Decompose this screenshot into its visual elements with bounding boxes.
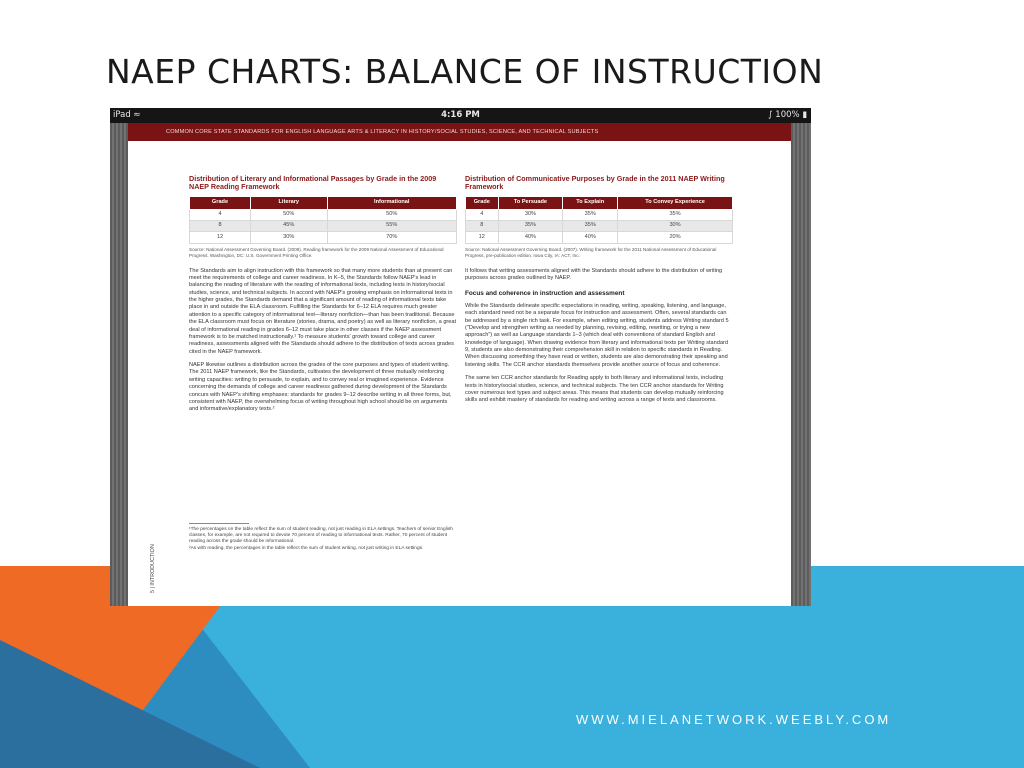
writing-table-source: Source: National Assessment Governing Board. (2007). Writing framework for the 2011 National Assessment of Educational Progress, pre-publication edition. Iowa City, IA: ACT, Inc.: [465, 246, 717, 258]
ipad-status-bar: [110, 108, 811, 123]
table-header: To Explain: [563, 197, 618, 209]
table-cell: 50%: [327, 209, 456, 220]
ipad-screenshot: [110, 108, 811, 606]
table-row: [466, 232, 733, 243]
table-row: [466, 209, 733, 220]
ipad-clock: 4:16 PM: [441, 110, 480, 120]
table-cell: 35%: [498, 220, 563, 231]
table-cell: 50%: [251, 209, 328, 220]
slide-title: NAEP CHARTS: BALANCE OF INSTRUCTION: [106, 52, 824, 91]
table-header: Informational: [327, 197, 456, 209]
table-cell: 40%: [563, 232, 618, 243]
writing-table-title: Distribution of Communicative Purposes by Grade in the 2011 NAEP Writing Framework: [465, 174, 725, 192]
ipad-battery: ∫ 100% ▮: [768, 110, 807, 120]
body-paragraph: The Standards aim to align instruction with this framework so that many more students than at present can meet the requirements of college and career readiness. In K–5, the Standards follow NAEP's lead in balancing the reading of literature with the reading of informational texts, including texts in history/social studies, science, and technical subjects. In accord with NAEP's growing emphasis on informational texts in the higher grades, the Standards demand that a significant amount of reading of informational texts take place in and outside the ELA classroom. Fulfilling the Standards for 6–12 ELA requires much greater attention to a specific category of informational text—literary nonfiction—than has been traditional. Because the ELA classroom must focus on literature (stories, drama, and poetry) as well as literary nonfiction, a great deal of informational reading in grades 6–12 must take place in other classes if the NAEP assessment framework is to be matched instructionally.¹ To measure students' growth toward college and career readiness, assessments aligned with the Standards should adhere to the distribution of texts across grades cited in the NAEP framework.: [189, 267, 457, 355]
right-page-edge: [791, 123, 811, 606]
table-cell: 8: [466, 220, 499, 231]
document-header: COMMON CORE STATE STANDARDS FOR ENGLISH LANGUAGE ARTS & LITERACY IN HISTORY/SOCIAL STUDIES, SCIENCE, AND TECHNICAL SUBJECTS: [128, 123, 791, 141]
body-paragraph: NAEP likewise outlines a distribution across the grades of the core purposes and types of student writing. The 2011 NAEP framework, like the Standards, cultivates the development of three mutually reinforcing writing capacities: writing to persuade, to explain, and to convey real or imagined experience. Evidence concerning the demands of college and career readiness gathered during development of the Standards concurs with NAEP's shifting emphases: standards for grades 9–12 describe writing in all three forms, but, consistent with NAEP, the overwhelming focus of writing throughout high school should be on arguments and informative/explanatory texts.²: [189, 362, 452, 413]
footer-url: WWW.MIELANETWORK.WEEBLY.COM: [576, 712, 892, 727]
table-header: To Convey Experience: [618, 197, 733, 209]
right-column: [465, 175, 733, 411]
table-row: [190, 209, 457, 220]
reading-table: [189, 196, 457, 244]
reading-table-title: Distribution of Literary and Informational Passages by Grade in the 2009 NAEP Reading Framework: [189, 174, 437, 192]
table-header: To Persuade: [498, 197, 563, 209]
footnotes: [189, 523, 457, 552]
table-cell: 12: [466, 232, 499, 243]
footnote-rule: [189, 523, 249, 524]
wifi-icon: ≈: [133, 110, 141, 120]
footnote: ¹The percentages on the table reflect the sum of student reading, not just reading in ELA settings. Teachers of senior English classes, for example, are not required to devote 70 percent of reading to informational texts. Rather, 70 percent of student reading across the grade should be informational.: [189, 527, 453, 545]
table-cell: 30%: [618, 220, 733, 231]
table-cell: 4: [190, 209, 251, 220]
body-paragraph: While the Standards delineate specific expectations in reading, writing, speaking, listening, and language, each standard need not be a separate focus for instruction and assessment. Often, several standards can be addressed by a single rich task. For example, when editing writing, students address Writing standard 5 ("Develop and strengthen writing as needed by planning, revising, editing, rewriting, or trying a new approach") as well as Language standards 1–3 (which deal with conventions of standard English and knowledge of language). When drawing evidence from literary and informational texts per Writing standard 9, students are also demonstrating their comprehension skill in relation to specific standards in Reading. When discussing something they have read or written, students are also demonstrating their speaking and listening skills. The CCR anchor standards themselves provide another source of focus and coherence.: [465, 302, 729, 368]
table-cell: 45%: [251, 220, 328, 231]
bluetooth-icon: ∫: [768, 110, 773, 120]
ipad-device-label: iPad ≈: [113, 110, 141, 120]
table-cell: 55%: [327, 220, 456, 231]
left-column: [189, 175, 457, 420]
body-paragraph: The same ten CCR anchor standards for Reading apply to both literary and informational texts, including texts in history/social studies, science, and technical subjects. The ten CCR anchor standards for Writing cover numerous text types and subject areas. This means that students can develop mutually reinforcing skills and exhibit mastery of standards for reading and writing across a range of texts and classrooms.: [465, 375, 724, 404]
table-header: Literary: [251, 197, 328, 209]
table-header: Grade: [190, 197, 251, 209]
table-cell: 70%: [327, 232, 456, 243]
reading-table-source: Source: National Assessment Governing Board. (2008). Reading framework for the 2009 National Assessment of Educational Progress. Washington, DC: U.S. Government Printing Office.: [189, 246, 444, 258]
table-cell: 35%: [563, 220, 618, 231]
section-subheading: Focus and coherence in instruction and assessment: [465, 290, 625, 298]
table-cell: 40%: [498, 232, 563, 243]
left-page-edge: [110, 123, 128, 606]
table-cell: 35%: [563, 209, 618, 220]
battery-icon: ▮: [802, 110, 807, 120]
table-cell: 20%: [618, 232, 733, 243]
footnote: ²As with reading, the percentages in the table reflect the sum of student writing, not just writing in ELA settings.: [189, 545, 424, 551]
table-cell: 30%: [498, 209, 563, 220]
table-cell: 12: [190, 232, 251, 243]
table-header: Grade: [466, 197, 499, 209]
writing-table: [465, 196, 733, 244]
table-cell: 8: [190, 220, 251, 231]
table-cell: 35%: [618, 209, 733, 220]
table-row: [466, 220, 733, 231]
table-row: [190, 232, 457, 243]
body-paragraph: It follows that writing assessments aligned with the Standards should adhere to the distribution of writing purposes across grades outlined by NAEP.: [465, 267, 723, 281]
document-page: [128, 123, 791, 606]
table-row: [190, 220, 457, 231]
table-cell: 30%: [251, 232, 328, 243]
table-cell: 4: [466, 209, 499, 220]
page-side-label: 5 | INTRODUCTION: [150, 544, 156, 593]
